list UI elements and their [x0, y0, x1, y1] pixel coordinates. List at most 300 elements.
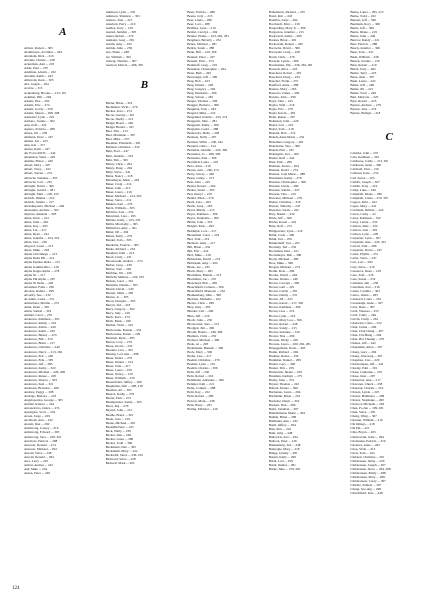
index-entry: Chavonet, Chuck ... 258 — [350, 381, 383, 386]
index-entry: Becker, Todd ... 306 — [105, 440, 133, 445]
index-entry: Brewster, Sarah ... 222 — [268, 208, 299, 213]
index-entry: Buell, Jeffrey ... 294 — [268, 422, 296, 427]
index-entry: Bram, Renee ... 297 — [268, 115, 296, 120]
index-entry: Bohl, Robert ... 216 — [187, 374, 214, 379]
index-entry: Bevel, Mindy ... 213 — [187, 208, 215, 213]
index-entry: Buxa, Alan ... 307 — [350, 74, 375, 79]
index-entry: Abdulnoure, Al Omar ... 294 — [24, 50, 62, 55]
index-entry: Chiu, Bryan ... 263 — [350, 430, 376, 435]
index-entry: Borgerding, Mary Jo ... 306 — [268, 26, 306, 31]
index-entry: Cervin, Cindy ... 261 — [350, 317, 379, 322]
index-entry: Brink, Ted ... 250 — [268, 236, 292, 241]
index-entry: Bartman, Ryan ... 305 — [105, 335, 135, 340]
index-entry: Albrecht, Carl ... 235 — [24, 179, 52, 184]
entry-list-pre — [350, 10, 428, 115]
index-entry: Blanchfield, Maureen ... 232 — [187, 289, 225, 294]
index-entry: Browne, Dicky ... 205 — [268, 337, 298, 342]
index-entry: Anderson, Renee ... 228 — [24, 373, 56, 378]
index-entry: Andrigo, Barbara ... 223 — [24, 394, 57, 399]
index-entry: Boehm, Christine ... 279 — [187, 358, 220, 363]
index-entry: Bond, Rob ... 243 — [268, 14, 293, 19]
index-entry: Arnabolo, Patricia ... 288 — [24, 438, 58, 443]
index-entry: Best, Alex ... 225 — [187, 179, 210, 184]
index-entry: Bernfeldt, Laura ... 218 — [187, 159, 219, 164]
index-entry: Brown, Jill ... 225 — [268, 297, 293, 302]
index-entry: Christensen, Steve ... 264, 288 — [350, 466, 391, 471]
index-entry: Christiansen, Emily ... 288 — [350, 470, 386, 475]
index-entry: Castle, Cynthia ... 303 — [350, 288, 380, 293]
index-entry: Ahmet, Ali ... 225 — [24, 139, 48, 144]
index-entry: Bender, Elaine ... 223, 262, 281 — [187, 34, 229, 39]
index-entry: Butt, Marjorie ... 225 — [350, 94, 379, 99]
index-entry: Butler, Jill ... 221 — [350, 86, 374, 91]
index-entry: Ax, William ... 302 — [105, 54, 131, 59]
index-entry: Avidah, Julie ... 259 — [105, 46, 132, 51]
index-entry: Banderitz, Francis ... 305 — [105, 242, 139, 247]
index-entry: Chen, Steve ... 281 — [350, 410, 376, 415]
index-entry: Allen, Liz ... 217 — [24, 228, 47, 233]
index-entry: Buchanan, Laura ... 294 — [268, 390, 301, 395]
index-entry: Bernabei, Jennifer ... 220, 306 — [187, 147, 228, 152]
index-entry: Bassette, Lisa ... 305 — [105, 347, 133, 352]
entry-list — [106, 10, 184, 465]
index-entry: Arneson, Donald ... 274 — [24, 442, 56, 447]
index-entry: Backes, Kari ... 274 — [105, 108, 132, 113]
index-entry: Berg, Bob ... 223 — [187, 78, 210, 83]
index-entry: Beck, Wally ... 230 — [105, 428, 131, 433]
index-entry: Bartkowiak, Bonnie ... 232 — [105, 327, 142, 332]
index-entry: Armstrong, Cassey ... 219 — [24, 426, 59, 431]
index-entry: Anderson, Randy ... 216 — [24, 321, 57, 326]
index-entry: Benes, Michael ... 281 — [187, 42, 217, 47]
index-entry: Adair, Paul ... 270 — [24, 66, 48, 71]
index-entry: Burns, Jeff ... 306 — [350, 26, 374, 31]
index-entry: Brautigam, Joel ... 306 — [268, 151, 299, 156]
index-entry: Benghera, Beverly ... 232 — [187, 38, 221, 43]
index-entry: Anderson, Kathy ... 322 — [24, 365, 56, 370]
index-entry: Chi Phi ... 221 — [350, 426, 370, 431]
index-entry: Baker, Laura ... 219 — [105, 189, 132, 194]
index-entry: Aldrich, Omena ... 210 — [24, 195, 55, 200]
index-entry: Arra, Larry ... 225 — [24, 458, 49, 463]
index-entry: Borgwardt, Kathy ... 260 — [268, 34, 302, 39]
index-entry: Anderson, Betsey ... 223 — [24, 333, 57, 338]
entry-list — [269, 10, 347, 471]
index-entry: Black, Mary ... 281 — [187, 269, 213, 273]
index-entry: Anderson, Jeff ... 285 — [24, 361, 53, 366]
index-entry: Burke, Laura ... 295, 213 — [350, 10, 384, 14]
index-entry: Berg, Daniel ... 228 — [187, 82, 214, 87]
index-entry: Adams, Gordy ... 259 — [24, 106, 53, 111]
index-entry: Bahr, Jennifer ... 219 — [105, 153, 134, 158]
index-entry: Brody, Michael ... 306 — [268, 256, 299, 261]
index-entry: Balestrieri, Lisa ... 295 — [105, 214, 136, 219]
index-entry: Brewster, Michael ... 279 — [268, 196, 303, 201]
index-entry: Barth, Kurt ... 274 — [105, 315, 130, 320]
index-entry: Aguero, Patricia ... 288 — [24, 126, 55, 131]
index-entry: Biddulph, Lora ... 217 — [187, 228, 217, 233]
index-entry: Bohl, Kay ... 222 — [187, 390, 210, 395]
index-entry: Borkan, Brian ... 281 — [268, 38, 297, 43]
index-entry: Al-Amin, Laura ... 251 — [24, 296, 55, 301]
index-entry: Baer, Tim ... 213 — [105, 129, 128, 134]
index-entry: Bernstein, Paul ... 306 — [187, 155, 217, 160]
index-entry: Brown, Lisa ... 274 — [268, 309, 295, 314]
index-entry: Benz, Beth ... 263 — [187, 70, 211, 75]
index-entry: Anderson, Sharon ... 303 — [24, 377, 57, 382]
index-entry: Carter, Phyllis ... 251 — [350, 252, 379, 257]
index-entry: Bausch, Kathy ... 279 — [105, 392, 135, 397]
index-entry: Bohn, Colleen ... 288 — [187, 386, 216, 391]
index-entry: Bohl, Robert ... 289 — [187, 394, 214, 399]
index-entry: Castellani, Joel ... 216 — [350, 284, 380, 289]
index-entry: Armstrong, Edward ... 305 — [24, 430, 60, 435]
page-number: 124 — [12, 586, 20, 591]
index-entry: Beale, Joan ... 219 — [105, 416, 130, 421]
index-entry: Alpha Epsilon Delta ... 215 — [24, 260, 60, 265]
index-entry: Case, Susan ... 252 — [350, 276, 376, 281]
index-entry: Ackman, Phil ... 294 — [24, 94, 52, 99]
index-entry: Cave, Dana ... 307 — [350, 305, 375, 309]
index-entry: Burnham, Rory ... 306 — [350, 22, 380, 27]
index-entry: Busch, Jennifer ... 306 — [350, 46, 380, 51]
index-entry: Bauer, Nancy ... 219 — [105, 372, 133, 377]
index-entry: Brandt, Phil ... 232 — [268, 147, 294, 152]
index-entry: Barab, Curly ... 231 — [105, 254, 132, 259]
index-entry: Betzer, Robert ... 264 — [187, 184, 216, 189]
index-entry: Baer, Mike ... 237 — [105, 137, 130, 142]
index-entry: Chapman, Lisa ... 229 — [350, 357, 380, 362]
index-entry: Berg, Steven ... 281 — [187, 94, 214, 99]
index-entry: Bullock, Peter ... 216 — [268, 438, 297, 443]
index-entry: Bauer, Laura ... 259 — [105, 367, 132, 372]
index-entry: Carpenter, Dawn ... 225 — [350, 248, 382, 253]
index-entry: Chadwick, Chris ... 252 — [350, 321, 382, 326]
index-entry: Brown, Karen ... 217, 302 — [268, 301, 304, 306]
entry-list — [187, 10, 265, 411]
index-entry: Amin, Samad ... 319 — [24, 309, 52, 314]
index-entry: Been, Patricia ... 288 — [187, 10, 215, 14]
index-entry: Badger Herald ... 247 — [105, 125, 134, 130]
index-entry: Ahlstrom, Kent ... 305 — [24, 78, 54, 83]
index-entry: Boyd, John ... 225 — [268, 99, 293, 104]
index-entry: Brockmeyer, Deb ... 306 — [268, 252, 302, 257]
index-entry: Barnett, Mark ... 283 — [105, 291, 134, 296]
index-entry: Berman, Wilbe ... 230, 242 — [187, 139, 223, 144]
index-entry: Barrett, Ted ... 218 — [105, 303, 131, 308]
index-entry: Chen, Po-Jen ... 199, 281 — [350, 406, 384, 411]
index-entry: Brier, Rolf ... 231 — [268, 224, 292, 229]
index-entry: Bunnogle, Mary ... 218 — [268, 447, 300, 452]
index-entry: Bernard, Chris ... 214 — [187, 143, 216, 148]
index-entry: Alvarez, Rafael ... 299 — [24, 288, 54, 293]
index-entry: Bouffard, Anne ... 288 — [268, 82, 299, 87]
index-entry: Albert, Steven ... 231 — [24, 171, 53, 176]
index-entry: Blackburn, Brenda ... 213 — [187, 273, 222, 278]
index-entry: Barry, Judy ... 219 — [105, 311, 130, 316]
index-entry: Arnold, Steve ... 228 — [24, 450, 52, 455]
index-entry: Borchardt, Marc ... 219 — [268, 22, 300, 27]
index-entry: Beyer, Kathleen ... 306 — [187, 212, 218, 217]
index-entry: Adriano, Joanne ... 302 — [24, 118, 55, 123]
index-entry: Burnett, Jeff ... 306 — [350, 18, 376, 23]
index-entry: Bloom, Bonita ... 248, 306 — [187, 329, 223, 334]
index-entry: Brink, Carla ... 306 — [268, 232, 295, 237]
index-entry: Akiima, Elinor ... 240 — [24, 159, 53, 164]
index-entry: Bergold, Mike ... 222 — [187, 111, 216, 116]
index-entry: Balch, William ... 305 — [105, 206, 135, 211]
index-entry: Chavrod, Michelle ... 263 — [350, 402, 385, 407]
index-entry: Blackburn, Joe ... 235 — [187, 277, 217, 282]
index-entry: Chan, Chui Ching ... 307 — [350, 329, 384, 334]
index-entry: Chatterton, Ann ... 217 — [350, 377, 381, 382]
index-entry: Bouchard, Doug ... 234 — [268, 74, 300, 79]
index-entry: Brogan, Michael ... 274 — [268, 264, 301, 269]
index-column-5 — [350, 10, 428, 582]
index-entry: Berres, Ann ... 260, 274 — [187, 167, 219, 172]
index-entry: Alpha Delta Phi ... 214 — [24, 256, 55, 261]
index-entry: Albright, Matt ... 220, 223 — [24, 191, 59, 196]
index-entry: Cecil, Cathy ... 249 — [350, 313, 376, 318]
index-entry: Adendorf, Lynn ... 222 — [24, 114, 55, 119]
index-entry: Call, Susan ... 225 — [350, 175, 375, 180]
index-entry: Atterholt, Perry ... 219 — [105, 22, 136, 27]
index-entry: Bailey, Chris ... 294 — [105, 161, 132, 166]
index-entry: Bley, Amy ... 303 — [187, 305, 211, 310]
index-entry: Brown, Danny ... 231 — [268, 293, 298, 298]
index-entry: Anderson, Erik ... 305 — [24, 357, 54, 362]
index-entry: Buckert, Dan ... 306 — [268, 402, 296, 407]
index-entry: Barthine, Jill ... 226 — [105, 270, 132, 275]
index-entry: Abrahm, Keith ... 243 — [24, 74, 53, 79]
index-entry: Berry, Stacey ... 240 — [187, 171, 214, 176]
index-entry: Anderson, Eric ... 240 — [24, 353, 54, 358]
index-entry: Baker, Craig ... 214 — [105, 181, 132, 186]
index-entry: Cecil, Vanessa ... 255 — [350, 309, 379, 314]
index-entry: Bouwers, James ... 209 — [268, 90, 300, 95]
index-entry: Chavez, Lynda ... 225 — [350, 389, 380, 394]
index-entry: Bethel, Ellen ... 279 — [187, 196, 214, 201]
index-entry: Aimes, Kelli ... 227 — [24, 147, 50, 152]
index-entry: Bennhoff, Greg ... 219 — [187, 62, 217, 67]
index-entry: Animal Science ... 244 — [24, 402, 55, 407]
index-entry: Beckwith, Steve ... 236, 252 — [105, 452, 143, 457]
index-entry: Bawa, Raj ... 279 — [105, 404, 129, 409]
index-entry: Bauer, Debra ... 279 — [105, 355, 133, 360]
index-entry: Blanchfield, Colleen ... 306 — [187, 285, 224, 290]
index-entry: Albright, David ... 305 — [24, 183, 54, 188]
index-entry: Anderson, Christine ... 240 — [24, 345, 60, 350]
index-entry: Brown, Kathleen ... 306 — [268, 305, 301, 310]
index-entry: Bedward, Steve ... 228 — [105, 457, 136, 462]
index-entry: Arthur, Andrea ... 222 — [24, 462, 53, 467]
index-entry: Brey, Daniel ... 232 — [268, 212, 295, 217]
index-entry: Allen, Ted ... 236 — [24, 240, 47, 245]
index-entry: Butler, Terry ... 223 — [350, 70, 377, 75]
index-entry: Arendt, Dan ... 294 — [24, 422, 50, 427]
index-entry: Bergman, Tom ... 263 — [187, 107, 216, 112]
index-entry: Brolin, Ross ... 296 — [268, 269, 295, 273]
index-entry: Brunswick, Shane ... 259 — [268, 370, 302, 375]
index-entry: Brown, Lynn ... 219 — [268, 313, 296, 318]
index-entry: Birkholder, David ... 274 — [187, 256, 221, 261]
index-entry: Berkowitz, Holly ... 228 — [187, 131, 220, 136]
index-entry: Bayard, John ... 212 — [105, 408, 133, 413]
index-entry: Brummer, Daniel ... 299 — [268, 358, 301, 363]
index-entry: Adu, Kofi ... 322 — [24, 122, 47, 127]
index-entry: Basting, Lori Ann ... 288 — [105, 351, 139, 356]
index-entry: Barry, Gregory ... 302 — [105, 307, 135, 312]
index-entry: Bevin, Greg ... 263 — [187, 204, 213, 209]
index-entry: Allen, Jennifer ... 254, 319 — [24, 236, 60, 241]
index-column-2 — [106, 10, 184, 582]
index-entry: Baller, Jill ... 294 — [105, 230, 129, 235]
index-entry: Christie, Pamela ... 307 — [350, 483, 382, 488]
index-entry: Bleicher, Michelle ... 222 — [187, 297, 221, 302]
index-entry: Chang, Jinwoong ... 307 — [350, 353, 383, 358]
index-entry: Breuer, Christine ... 319 — [268, 200, 301, 205]
index-entry: Akamatsu, Shari ... 229 — [24, 155, 56, 160]
index-entry: Chase, Catherine ... 279 — [350, 369, 382, 374]
index-entry: Chanes, Jeff ... 242 — [350, 341, 376, 346]
index-entry: Brukner, Renae ... 259 — [268, 353, 299, 358]
index-entry: Byrnes, Andrew ... 279 — [350, 103, 381, 108]
index-entry: Brown, Carolyn ... 306 — [268, 281, 300, 286]
index-column-1 — [24, 10, 102, 582]
index-entry: Busick, Jerome ... 210 — [350, 58, 380, 63]
index-entry: Bennett, Peter ... 247 — [187, 54, 215, 59]
index-entry: Arneson, Michael ... 294 — [24, 446, 57, 451]
entry-list — [350, 151, 428, 495]
index-entry: Ausen, Peter ... 249 — [24, 470, 50, 475]
index-entry: Chobanian, Patricia ... 319 — [350, 438, 386, 443]
index-entry: Carr, Lori ... 294 — [350, 260, 373, 265]
index-entry: Atkinson, Lynn ... 232 — [105, 10, 136, 14]
index-entry: Carey, Laurie ... 232 — [350, 220, 378, 225]
index-entry: Bailey, Doug ... 294 — [105, 165, 133, 170]
index-entry: Brandt, Anne Marie ... 232 — [268, 135, 305, 140]
index-entry: Abt, Joseph ... 294 — [24, 82, 49, 87]
index-entry: Bartkowske, Karen ... 229 — [105, 331, 141, 336]
index-entry: Cary, Steve ... 216 — [350, 264, 375, 269]
index-entry: CamPa, Joseph ... 307 — [350, 179, 380, 184]
index-entry: Brockman, Dan ... 221 — [268, 248, 299, 253]
index-entry: Bauer, Julie ... 217 — [105, 363, 131, 368]
index-entry: Ackerman, Ann ... 218 — [24, 62, 54, 67]
index-entry: Bonillas, Jorge ... 294 — [268, 18, 298, 23]
index-entry: Bernasles, Jo ... 288, 306 — [187, 151, 221, 156]
index-entry: Carter, Steve ... 247 — [350, 256, 377, 261]
index-entry: Christensen, Jenny ... 220 — [350, 458, 385, 463]
index-entry: Catanach, Laura ... 232 — [350, 296, 382, 301]
index-entry: Biel, Tom ... 219 — [187, 236, 210, 241]
index-entry: Albert, Mary ... 297 — [24, 163, 51, 168]
index-entry: Bliss, Jeff ... 219 — [187, 313, 210, 318]
index-entry: Burke, Todd ... 222 — [350, 14, 376, 19]
index-entry: Bensman, Christopher ... 294 — [187, 66, 226, 71]
index-entry: Antonelcevs, Janice ... 274 — [24, 406, 60, 411]
index-entry: Brandel, Bob ... 274 — [268, 131, 296, 136]
index-entry: Bergstein, Laura ... 288 — [187, 127, 219, 132]
index-entry: Bill, Brian ... 232 — [187, 244, 211, 249]
index-entry: Albert, Tracy ... 222 — [24, 167, 51, 172]
index-entry: Bergquist, Kathy ... 306 — [187, 123, 219, 128]
index-entry: Carey, Kathleen ... 322 — [350, 215, 381, 220]
index-entry: Buse, Tom ... 221 — [350, 50, 374, 55]
index-entry: Baldwin, Sara ... 254 — [105, 210, 134, 215]
index-entry: Atmore, Toni ... 213 — [105, 18, 133, 23]
index-entry: Berkson, Kelly ... 297 — [187, 135, 217, 140]
index-entry: Beyer, Stephanie ... 306 — [187, 216, 219, 221]
index-entry: Alglove, Amanda ... 303 — [24, 211, 57, 216]
index-entry: Chase, Juan ... 297 — [350, 373, 376, 378]
index-entry: Cavanaugh, Anne ... 307 — [350, 300, 383, 305]
index-entry: Ave, Brian ... 268 — [105, 50, 129, 55]
index-entry: Burdt, Daniel ... 281 — [268, 463, 296, 468]
index-entry: Ash, Mike ... 234 — [24, 466, 47, 471]
index-entry: Adams, Maren ... 298, 308 — [24, 110, 60, 115]
index-entry: Allen, Dave ... 241 — [24, 215, 49, 220]
index-entry: Burrow, Randy ... 221 — [350, 38, 380, 43]
index-entry: Bohmer, Kim ... 221 — [187, 382, 215, 387]
index-entry: Brooks, Donna ... 240 — [268, 277, 298, 282]
index-entry: Boehm, Charles ... 306 — [187, 366, 218, 371]
index-entry: Beer, Linda ... 288 — [187, 18, 212, 23]
index-entry: Blanchard, Bob ... 269 — [187, 281, 217, 286]
index-entry: Carpenter, Lynn ... 307 — [350, 236, 381, 241]
index-entry: Ballistrieri, Amy ... 301 — [105, 226, 137, 231]
index-entry: Brandwein, Sara ... 306 — [268, 143, 300, 148]
index-entry: Beane, Michael ... 281 — [105, 420, 136, 425]
index-entry: Borsh, Chris ... 279 — [268, 54, 295, 59]
index-entry: Bahr, Tim ... 305 — [105, 157, 128, 162]
index-entry: Christen, Christine ... 301 — [350, 454, 385, 459]
index-entry: Baker, Michael ... 214, 305 — [105, 193, 142, 198]
index-entry: Chop, Vicki ... 213 — [350, 446, 376, 451]
index-entry: Aumann, Greg ... 281 — [105, 38, 135, 43]
index-entry: Brown, Gail ... 225 — [268, 285, 295, 290]
index-entry: Axelrod, Marcia ... 296, 305 — [105, 62, 144, 67]
index-entry: Bruhn, Richard ... 294 — [268, 349, 299, 354]
index-entry: Capes, Mary ... 241 — [350, 203, 377, 208]
index-entry: Bahr, Fred ... 247 — [105, 149, 129, 154]
index-entry: Barfield, Melissa ... 229, 233 — [105, 274, 144, 279]
index-entry: Bresnan, Sandra ... 225 — [268, 188, 300, 193]
index-entry: Barth, Mark ... 226 — [105, 319, 131, 324]
index-entry: Brennel, David ... 274 — [268, 167, 298, 172]
index-entry: Bowles, John ... 299 — [268, 94, 296, 99]
index-entry: Budlinski, Ann ... 232 — [268, 418, 298, 423]
index-entry: Brusman, Kathryn ... 275 — [268, 374, 303, 379]
index-entry: Christensen, Joseph ... 307 — [350, 462, 386, 467]
index-entry: Allen, Ryan ... 222 — [24, 232, 49, 237]
index-entry: Bergslund, Kristin ... 233, 274 — [187, 115, 228, 120]
index-entry: Bauer, Daniel ... 214 — [105, 359, 133, 364]
index-entry: Austad, Jennifer ... 305 — [105, 30, 137, 35]
index-entry: Bush, William ... 238 — [350, 54, 379, 59]
index-entry: Bressan, Tina ... 219 — [268, 192, 296, 197]
index-entry: Anderson, Bill ... 319 — [24, 337, 53, 342]
index-entry: Case, Tom ... 218 — [350, 272, 374, 277]
index-entry: Beene, Jody ... 213 — [187, 14, 213, 19]
index-entry: Chaudoir, Charles ... 219 — [350, 385, 384, 390]
index-entry: Anderson, Keith ... 226 — [24, 329, 55, 334]
index-entry: Atkinson, Shannon ... 301 — [105, 14, 140, 19]
index-entry: Bero, John ... 210 — [187, 163, 211, 168]
index-entry: Christiansen, Mary ... 288 — [350, 474, 385, 479]
index-entry: Babler, Brian ... 319 — [105, 100, 133, 105]
index-entry: Bainsmeyer, Mark ... 263 — [105, 177, 140, 182]
